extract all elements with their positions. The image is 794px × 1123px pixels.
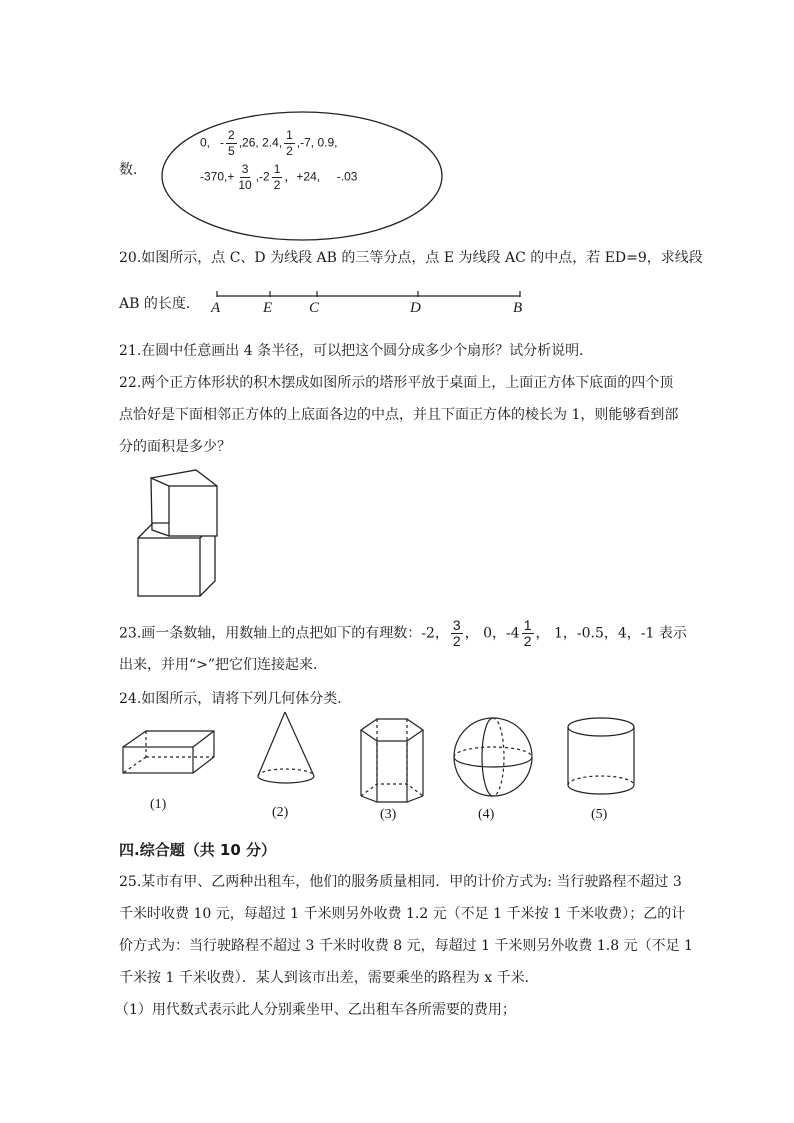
hexagonal-prism-figure — [355, 714, 435, 804]
q25-line1: 25.某市有甲、乙两种出租车，他们的服务质量相同．甲的计价方式为: 当行驶路程不超过 3 — [119, 874, 682, 890]
point-label-c: C — [309, 300, 320, 316]
q25-line2: 千米时收费 10 元，每超过 1 千米则另外收费 1.2 元（不足 1 千米按 1 千米收费）；乙的计 — [119, 906, 686, 922]
fraction-3-10: $\frac{3}{10}$ — [238, 162, 252, 192]
point-label-a: A — [211, 300, 221, 316]
caption-1: (1) — [150, 797, 167, 812]
q24-text: 24.如图所示，请将下列几何体分类． — [119, 691, 352, 707]
caption-4: (4) — [478, 807, 495, 822]
q23-line1: 23.画一条数轴，用数轴上的点把如下的有理数：-2， $\frac{3}{2}$ ， 0，-4 $\frac{1}{2}$ ， 1，-0.5，4，-1 表示 — [119, 617, 687, 649]
q25-line4: 千米按 1 千米收费）．某人到该市出差，需要乘坐的路程为 x 千米． — [119, 970, 539, 986]
q20-line1: 20.如图所示，点 C、D 为线段 AB 的三等分点，点 E 为线段 AC 的中点，若 ED=9，求线段 — [119, 250, 703, 266]
number-set-row2: -370,+ $\frac{3}{10}$ ,-2 $\frac{1}{2}$ ，+24, -.03 — [200, 162, 358, 192]
point-label-d: D — [410, 300, 421, 316]
q21-text: 21.在圆中任意画出 4 条半径，可以把这个圆分成多少个扇形？试分析说明． — [119, 343, 594, 359]
segment-ab-figure — [210, 288, 530, 304]
cylinder-figure — [563, 715, 643, 799]
point-label-b: B — [513, 300, 523, 316]
point-label-e: E — [263, 300, 273, 316]
q20-line2: AB 的长度． — [119, 296, 200, 312]
section-title: 四.综合题（共 10 分） — [119, 841, 277, 859]
q25-sub1: （1）用代数式表示此人分别乘坐甲、乙出租车各所需要的费用； — [115, 1002, 516, 1018]
fraction-2-5: $\frac{2}{5}$ — [228, 128, 235, 158]
caption-5: (5) — [591, 807, 608, 822]
q23-line2: 出来，并用“>”把它们连接起来． — [119, 657, 328, 673]
sphere-figure — [450, 714, 536, 800]
fraction-3-2: $\frac{3}{2}$ — [452, 617, 461, 649]
caption-2: (2) — [272, 805, 289, 820]
cone-figure — [252, 708, 322, 788]
fraction-1-2c: $\frac{1}{2}$ — [523, 617, 532, 649]
q19-prefix: 数． — [119, 162, 147, 178]
cuboid-figure — [118, 725, 218, 780]
q25-line3: 价方式为：当行驶路程不超过 3 千米时收费 8 元，每超过 1 千米则另外收费 1.8 元（不足 1 — [119, 938, 693, 954]
q22-line2: 点恰好是下面相邻正方体的上底面各边的中点，并且下面正方体的棱长为 1，则能够看到部 — [119, 407, 679, 423]
number-set-row1: 0, - $\frac{2}{5}$ ,26, 2.4, $\frac{1}{2}$ ,-7, 0.9, — [200, 128, 338, 158]
caption-3: (3) — [380, 807, 397, 822]
stacked-cubes-figure — [132, 468, 232, 600]
fraction-1-2: $\frac{1}{2}$ — [286, 128, 293, 158]
q22-line1: 22.两个正方体形状的积木摆成如图所示的塔形平放于桌面上，上面正方体下底面的四个顶 — [119, 375, 674, 391]
fraction-1-2b: $\frac{1}{2}$ — [273, 162, 281, 192]
q22-line3: 分的面积是多少？ — [119, 439, 231, 455]
